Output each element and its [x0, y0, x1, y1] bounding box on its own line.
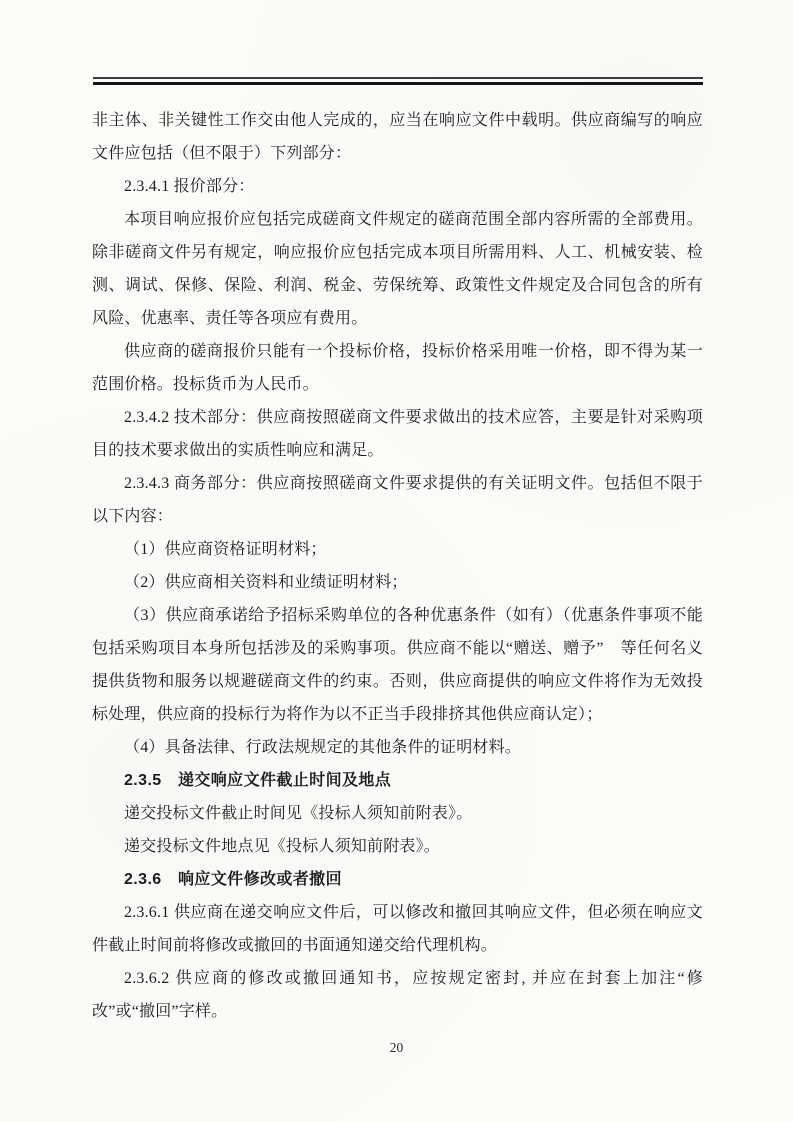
paragraph-single-price: 供应商的磋商报价只能有一个投标价格，投标价格采用唯一价格，即不得为某一范围价格。投标货币为人民币。 [92, 343, 703, 393]
clause-2-3-4-1: 2.3.4.1 报价部分： [124, 178, 255, 195]
paragraph-continuation: 非主体、非关键性工作交由他人完成的，应当在响应文件中载明。供应商编写的响应文件应包括（但不限于）下列部分： [92, 112, 703, 162]
list-item-2: （2）供应商相关资料和业绩证明材料； [124, 574, 408, 591]
section-heading-2-3-6: 2.3.6 响应文件修改或者撤回 [124, 871, 342, 888]
clause-2-3-4-3: 2.3.4.3 商务部分：供应商按照磋商文件要求提供的有关证明文件。包括但不限于以下内容： [92, 475, 703, 525]
document-body [92, 104, 703, 1028]
list-item-1: （1）供应商资格证明材料； [124, 541, 327, 558]
paragraph-deadline: 递交投标文件截止时间见《投标人须知前附表》。 [124, 805, 473, 822]
list-item-3: （3）供应商承诺给予招标采购单位的各种优惠条件（如有）（优惠条件事项不能包括采购项目本身所包括涉及的采购事项。供应商不能以“赠送、赠予” 等任何名义提供货物和服务以规避磋商文件的约束。否则，供应商提供的响应文件将作为无效投标处理，供应商的投标行为将作为以不正当手段排挤其他供应商认定）； [92, 607, 703, 723]
clause-2-3-6-1: 2.3.6.1 供应商在递交响应文件后，可以修改和撤回其响应文件，但必须在响应文件截止时间前将修改或撤回的书面通知递交给代理机构。 [92, 904, 703, 954]
list-item-4: （4）具备法律、行政法规规定的其他条件的证明材料。 [124, 739, 522, 756]
clause-2-3-4-2: 2.3.4.2 技术部分：供应商按照磋商文件要求做出的技术应答，主要是针对采购项目的技术要求做出的实质性响应和满足。 [92, 409, 703, 459]
clause-2-3-6-2: 2.3.6.2 供应商的修改或撤回通知书，应按规定密封, 并应在封套上加注“修改”或“撤回”字样。 [92, 970, 703, 1020]
section-heading-2-3-5: 2.3.5 递交响应文件截止时间及地点 [124, 772, 392, 789]
header-rule [93, 77, 703, 85]
page-number: 20 [389, 1040, 404, 1055]
paragraph-quote-scope: 本项目响应报价应包括完成磋商文件规定的磋商范围全部内容所需的全部费用。除非磋商文件另有规定，响应报价应包括完成本项目所需用料、人工、机械安装、检测、调试、保修、保险、利润、税金、劳保统筹、政策性文件规定及合同包含的所有风险、优惠率、责任等各项应有费用。 [92, 211, 703, 327]
paragraph-location: 递交投标文件地点见《投标人须知前附表》。 [124, 838, 441, 855]
